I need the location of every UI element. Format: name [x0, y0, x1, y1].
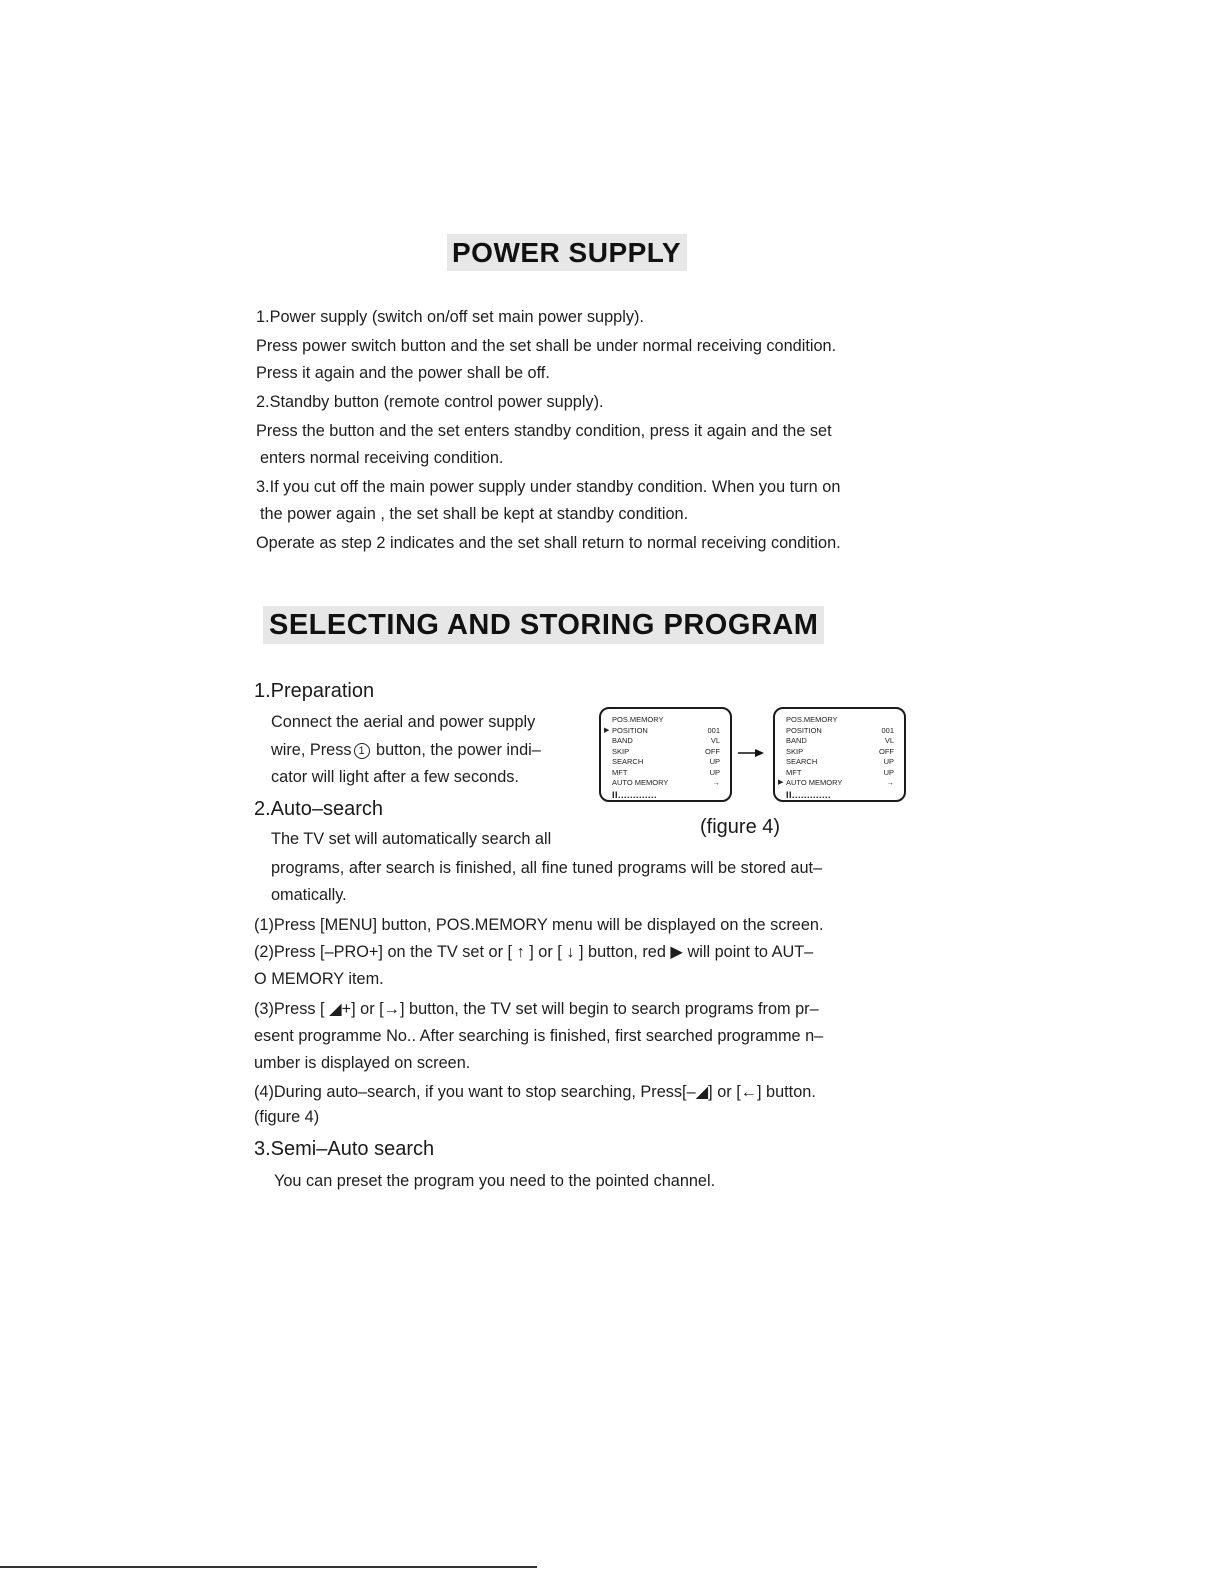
osd-row-value: 001	[707, 725, 720, 735]
osd-row-auto-memory	[778, 778, 898, 789]
step-line: esent programme No.. After searching is finished, first searched programme n–	[254, 1027, 824, 1045]
osd-row-position	[604, 725, 724, 737]
osd-row-label: MFT	[786, 767, 802, 777]
power-supply-line: Operate as step 2 indicates and the set shall return to normal receiving condition.	[256, 534, 841, 552]
figure-caption: (figure 4)	[700, 816, 781, 838]
pointer-icon: ▶	[604, 726, 610, 734]
power-supply-line: Press it again and the power shall be off.	[256, 364, 550, 382]
osd-row-value: OFF	[879, 746, 894, 756]
osd-row-auto-memory	[612, 778, 724, 789]
osd-row-label: SEARCH	[786, 757, 818, 766]
osd-row-value: OFF	[705, 746, 720, 756]
osd-row-position	[786, 726, 898, 737]
step-line: (3)Press [ ◢+] or [→] button, the TV set will begin to search programs from pr–	[254, 1000, 819, 1018]
osd-row-value: UP	[709, 767, 720, 777]
osd-row-mft	[612, 768, 724, 779]
osd-row-band	[612, 736, 724, 747]
power-supply-line: the power again , the set shall be kept at standby condition.	[260, 505, 689, 523]
step-line: (2)Press [–PRO+] on the TV set or [ ↑ ] or [ ↓ ] button, red ▶ will point to AUT–	[254, 943, 814, 961]
semi-auto-line: You can preset the program you need to the pointed channel.	[274, 1172, 716, 1190]
power-button-symbol-icon: 1	[354, 743, 370, 759]
osd-row-label: MFT	[612, 767, 628, 777]
osd-menu-title: POS.MEMORY	[786, 715, 838, 724]
power-supply-line: Press the button and the set enters standby condition, press it again and the set	[256, 422, 832, 440]
power-supply-heading: POWER SUPPLY	[447, 234, 687, 271]
preparation-heading: 1.Preparation	[254, 680, 375, 702]
auto-search-line: omatically.	[271, 886, 347, 904]
power-supply-line: 1.Power supply (switch on/off set main power supply).	[256, 308, 644, 326]
osd-row-value: UP	[883, 757, 894, 766]
power-supply-line: enters normal receiving condition.	[260, 449, 504, 467]
step-line: umber is displayed on screen.	[254, 1054, 471, 1072]
footer-divider	[0, 1566, 537, 1568]
osd-row-value: →	[712, 778, 720, 787]
pointer-icon: ▶	[778, 779, 784, 786]
osd-row-label: AUTO MEMORY	[612, 778, 669, 787]
osd-row-band	[786, 736, 898, 747]
osd-row-skip	[612, 747, 724, 758]
osd-row-label: SKIP	[612, 746, 630, 756]
tv-screen-after	[773, 707, 906, 802]
osd-row-label: POSITION	[786, 725, 822, 735]
osd-row-label: POSITION	[612, 725, 648, 735]
osd-row-value: UP	[709, 757, 720, 766]
preparation-line: Connect the aerial and power supply	[271, 713, 536, 731]
osd-row-value: UP	[883, 767, 894, 777]
power-supply-line: 3.If you cut off the main power supply under standby condition. When you turn on	[256, 478, 841, 496]
tv-screen-before	[599, 707, 732, 802]
step-line: (4)During auto–search, if you want to stop searching, Press[–◢] or [←] button.	[254, 1083, 816, 1101]
step-line: (1)Press [MENU] button, POS.MEMORY menu will be displayed on the screen.	[254, 916, 824, 934]
osd-row-search	[612, 757, 724, 768]
osd-row-label: AUTO MEMORY	[786, 778, 843, 787]
osd-row-label: BAND	[786, 736, 807, 745]
auto-search-heading: 2.Auto–search	[254, 798, 383, 820]
osd-row-label: SKIP	[786, 746, 804, 756]
osd-row-label: BAND	[612, 736, 633, 745]
step-line: O MEMORY item.	[254, 970, 384, 988]
auto-search-line: The TV set will automatically search all	[271, 830, 552, 848]
power-supply-line: Press power switch button and the set shall be under normal receiving condition.	[256, 337, 837, 355]
osd-row-search	[786, 757, 898, 768]
osd-row-value: 001	[881, 725, 894, 735]
semi-auto-heading: 3.Semi–Auto search	[254, 1138, 435, 1160]
osd-row-label: SEARCH	[612, 757, 644, 766]
step-line: (figure 4)	[254, 1108, 320, 1126]
osd-menu	[604, 715, 724, 801]
osd-menu-title: POS.MEMORY	[612, 715, 664, 724]
preparation-text: wire, Press	[271, 741, 352, 759]
osd-row-mft	[786, 768, 898, 779]
osd-row-value: →	[886, 778, 894, 787]
preparation-line	[271, 740, 541, 760]
auto-search-line: programs, after search is finished, all fine tuned programs will be stored aut–	[271, 859, 823, 877]
selecting-program-heading: SELECTING AND STORING PROGRAM	[263, 606, 824, 644]
preparation-line: cator will light after a few seconds.	[271, 768, 519, 786]
progress-bar: II.............	[612, 789, 658, 800]
osd-row-value: VL	[710, 736, 720, 745]
power-supply-line: 2.Standby button (remote control power supply).	[256, 393, 604, 411]
osd-row-skip	[786, 747, 898, 758]
osd-row-value: VL	[884, 736, 894, 745]
progress-bar: II.............	[786, 789, 832, 800]
osd-menu	[778, 715, 898, 801]
right-arrow-icon	[738, 748, 764, 758]
preparation-text: button, the power indi–	[371, 741, 541, 759]
